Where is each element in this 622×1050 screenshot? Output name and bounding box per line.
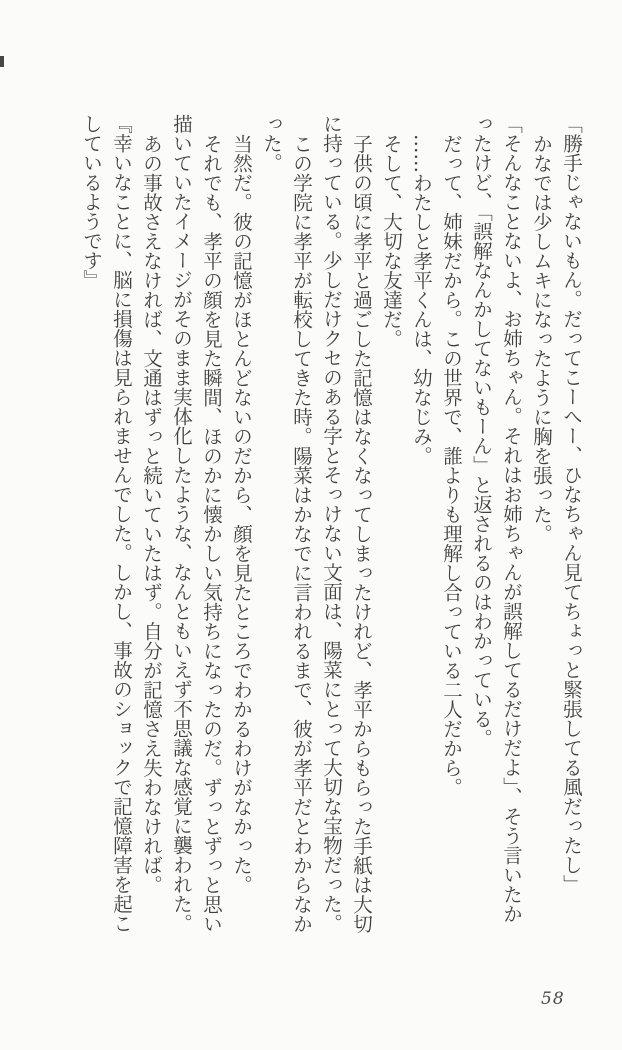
- paragraph: 当然だ。彼の記憶がほとんどないのだから、顔を見たところでわかるわけがなかった。: [230, 133, 253, 894]
- paragraph: 子供の頃に孝平と過ごした記憶はなくなってしまったけれど、孝平からもらった手紙は大切に持っている。少しだけクセのある字とそっけない文面は、陽菜にとって大切な宝物だった。: [320, 114, 373, 933]
- paragraph: 「勝手じゃないもん。だってこーへー、ひなちゃん見てちょっと緊張してる風だったし」: [560, 114, 583, 894]
- paragraph: かなでは少しムキになったように胸を張った。: [530, 133, 553, 543]
- paragraph: ……わたしと孝平くんは、幼なじみ。: [410, 133, 433, 465]
- paragraph: そして、大切な友達だ。: [380, 133, 403, 348]
- scan-artifact: [0, 56, 4, 67]
- page-number: 58: [541, 989, 565, 1009]
- paragraph: それでも、孝平の顔を見た瞬間、ほのかに懐かしい気持ちになったのだ。ずっとずっと思い描いていたイメージがそのまま実体化したような、なんともいえず不思議な感覚に襲われた。: [170, 114, 223, 933]
- paragraph: この学院に孝平が転校してきた時。陽菜はかなでに言われるまで、彼が孝平だとわからなかった。: [260, 114, 313, 933]
- main-text: [76, 114, 586, 935]
- paragraph: 『幸いなことに、脳に損傷は見られませんでした。しかし、事故のショックで記憶障害を起こしているようです』: [80, 114, 133, 933]
- paragraph: あの事故さえなければ、文通はずっと続いていたはず。自分が記憶さえ失わなければ。: [140, 133, 163, 894]
- paragraph: だって、姉妹だから。この世界で、誰よりも理解し合っている二人だから。: [440, 133, 463, 797]
- paragraph: 「そんなことないよ、お姉ちゃん。それはお姉ちゃんが誤解してるだけだよ」、そう言いたかったけど、「誤解なんかしてないもーん」と返されるのはわかっている。: [470, 114, 523, 924]
